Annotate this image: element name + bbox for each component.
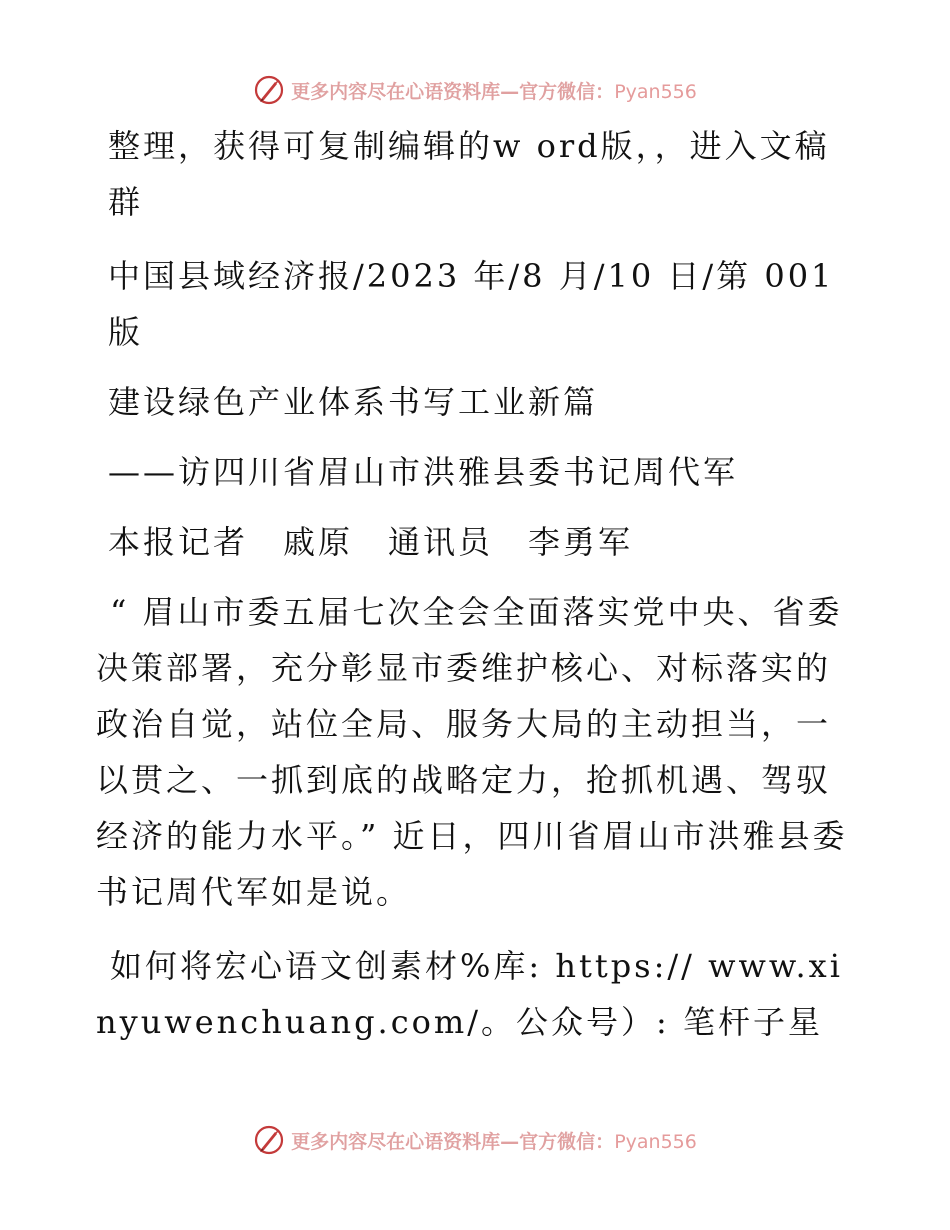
watermark-dash: — xyxy=(500,1130,520,1153)
paragraph-body: “ 眉山市委五届七次全会全面落实党中央、省委决策部署，充分彰显市委维护核心、对标落实的政治自觉，站位全局、服务大局的主动担当，一以贯之、一抓到底的战略定力，抢抓机遇、驾驭经济的能力水平。” 近日，四川省眉山市洪雅县委书记周代军如是说。 xyxy=(96,593,848,911)
article-byline: 本报记者 戚原 通讯员 李勇军 xyxy=(108,523,634,561)
watermark-text xyxy=(291,1127,697,1154)
article-subtitle: ——访四川省眉山市洪雅县委书记周代军 xyxy=(108,453,739,491)
footer-watermark-banner xyxy=(0,1120,950,1160)
quill-pen-logo-icon xyxy=(253,74,285,106)
watermark-wechat-handle: Pyan556 xyxy=(614,80,697,103)
watermark-wechat-handle: Pyan556 xyxy=(614,1130,697,1153)
watermark-site-text: 更多内容尽在心语资料库 xyxy=(291,80,501,103)
watermark-dash: — xyxy=(500,80,520,103)
document-body xyxy=(96,118,856,1068)
watermark-text xyxy=(291,77,697,104)
watermark-wechat-label: 官方微信： xyxy=(519,1130,615,1153)
quill-pen-logo-icon xyxy=(253,1124,285,1156)
paragraph-intro: 整理，获得可复制编辑的w ord版，，进入文稿群 xyxy=(108,127,830,221)
paragraph-footer-link: 如何将宏心语文创素材%库: https:// www.xinyuwenchuang.com/。公众号）: 笔杆子星 xyxy=(96,947,843,1041)
paragraph-source: 中国县域经济报/2023 年/8 月/10 日/第 001 版 xyxy=(108,257,835,351)
watermark-wechat-label: 官方微信： xyxy=(519,80,615,103)
watermark-site-text: 更多内容尽在心语资料库 xyxy=(291,1130,501,1153)
header-watermark-banner xyxy=(0,70,950,110)
article-title: 建设绿色产业体系书写工业新篇 xyxy=(108,383,599,421)
